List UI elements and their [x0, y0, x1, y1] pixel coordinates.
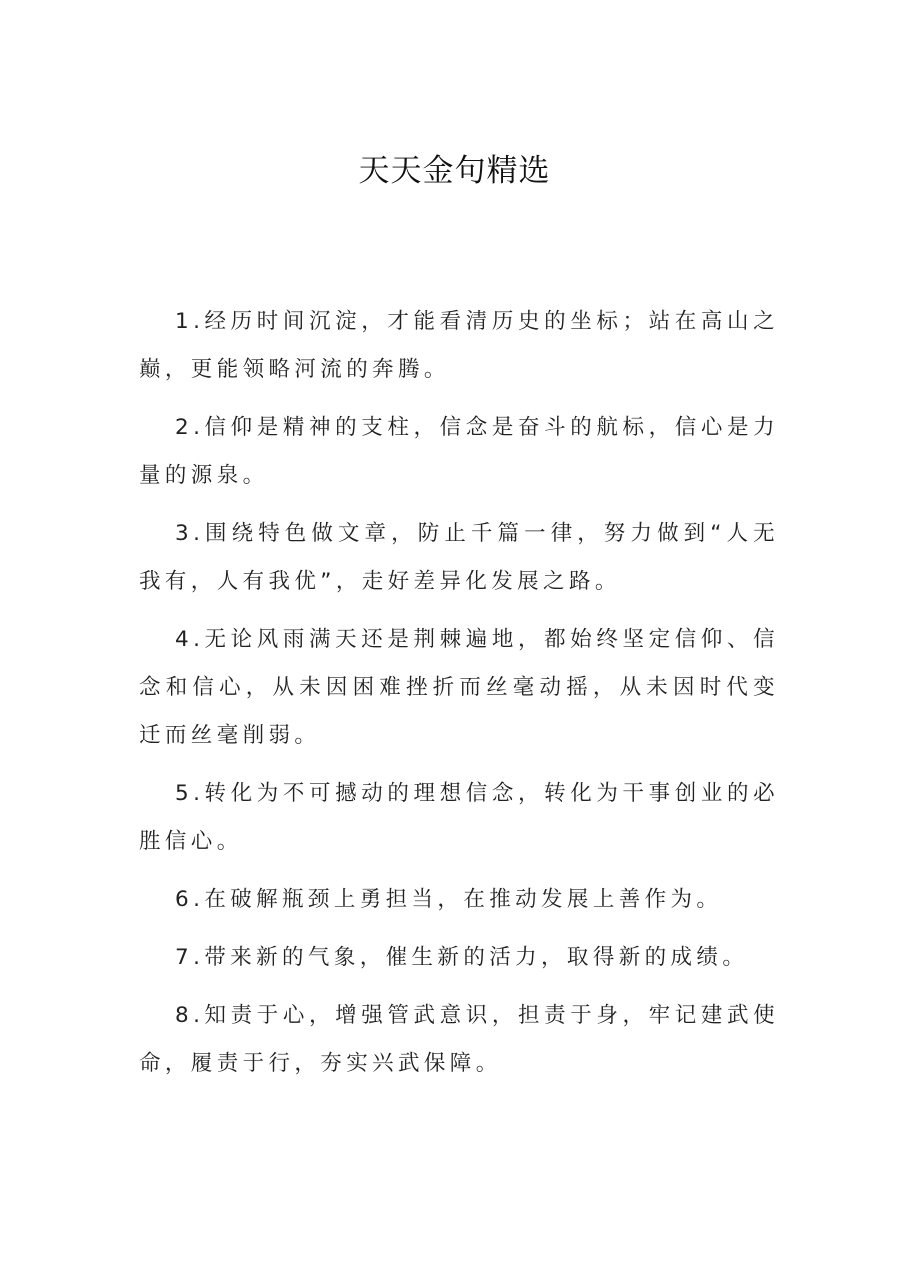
quote-paragraph-6: 6.在破解瓶颈上勇担当，在推动发展上善作为。 — [175, 887, 723, 912]
quote-paragraph-8: 8.知责于心，增强管武意识，担责于身，牢记建武使命，履责于行，夯实兴武保障。 — [139, 1003, 779, 1076]
quote-paragraph-4: 4.无论风雨满天还是荆棘遍地，都始终坚定信仰、信念和信心，从未因困难挫折而丝毫动摇，从未因时代变迁而丝毫削弱。 — [139, 627, 779, 748]
quote-paragraph-7: 7.带来新的气象，催生新的活力，取得新的成绩。 — [175, 945, 749, 970]
document-body — [139, 298, 779, 1098]
quote-paragraph-5: 5.转化为不可撼动的理想信念，转化为干事创业的必胜信心。 — [139, 781, 779, 854]
quote-paragraph-3: 3.围绕特色做文章，防止千篇一律，努力做到“人无我有，人有我优”，走好差异化发展之路。 — [139, 521, 779, 594]
document-title: 天天金句精选 — [358, 153, 551, 189]
quote-paragraph-1: 1.经历时间沉淀，才能看清历史的坐标；站在高山之巅，更能领略河流的奔腾。 — [139, 309, 779, 382]
quote-paragraph-2: 2.信仰是精神的支柱，信念是奋斗的航标，信心是力量的源泉。 — [139, 415, 779, 488]
